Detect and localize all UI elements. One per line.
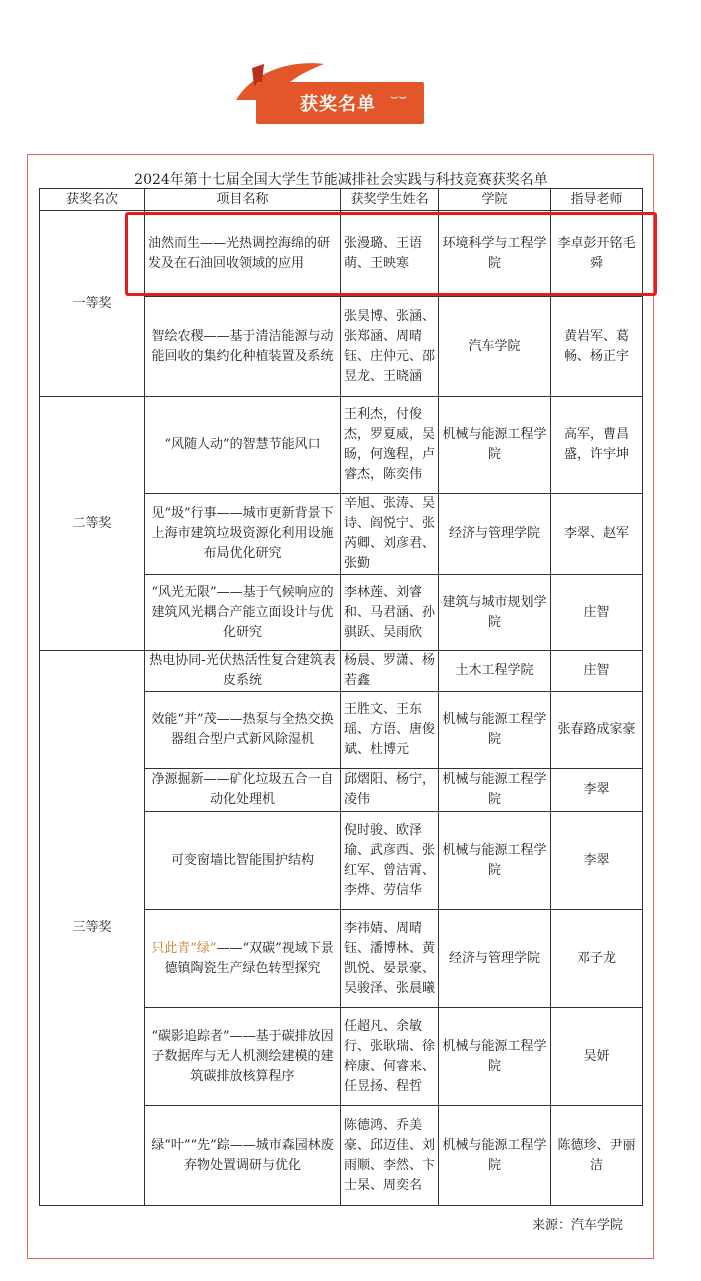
- students-cell: 陈德鸿、乔美豪、邱迈佳、刘雨顺、李然、卞士杲、周奕名: [341, 1106, 439, 1206]
- rank-cell-third: 三等奖: [40, 651, 145, 1206]
- table-header-row: [40, 189, 643, 211]
- project-cell: 热电协同-光伏热活性复合建筑表皮系统: [145, 651, 341, 692]
- project-cell: 油然而生——光热调控海绵的研发及在石油回收领域的应用: [145, 211, 341, 297]
- project-cell: 可变窗墙比智能围护结构: [145, 812, 341, 910]
- project-cell: “碳影追踪者”——基于碳排放因子数据库与无人机测绘建模的建筑碳排放核算程序: [145, 1008, 341, 1106]
- students-cell: 杨晨、罗潇、杨若鑫: [341, 651, 439, 692]
- students-cell: 倪时骏、欧泽瑜、武彦西、张红军、曾洁霄、李烨、劳信华: [341, 812, 439, 910]
- advisor-cell: 张春路成家豪: [551, 692, 643, 769]
- students-cell: 辛旭、张涛、吴诗、阎悦宁、张芮卿、刘彦君、张勤: [341, 494, 439, 575]
- project-green-prefix: 只此青“绿”: [151, 940, 217, 956]
- advisor-cell: 李翠: [551, 769, 643, 812]
- project-cell: 见“圾”行事——城市更新背景下上海市建筑垃圾资源化利用设施布局优化研究: [145, 494, 341, 575]
- header-college: 学院: [439, 189, 551, 211]
- advisor-cell: 庄智: [551, 575, 643, 651]
- college-cell: 机械与能源工程学院: [439, 1008, 551, 1106]
- header-students: 获奖学生姓名: [341, 189, 439, 211]
- college-cell: 经济与管理学院: [439, 910, 551, 1008]
- advisor-cell: 庄智: [551, 651, 643, 692]
- college-cell: 环境科学与工程学院: [439, 211, 551, 297]
- advisor-cell: 李卓彭开铭毛舜: [551, 211, 643, 297]
- college-cell: 机械与能源工程学院: [439, 1106, 551, 1206]
- students-cell: 李林莲、刘睿和、马君涵、孙骐跃、吴雨欣: [341, 575, 439, 651]
- table-row: [40, 651, 643, 692]
- project-cell: 净源掘新——矿化垃圾五合一自动化处理机: [145, 769, 341, 812]
- advisor-cell: 吴妍: [551, 1008, 643, 1106]
- advisor-cell: 李翠、赵军: [551, 494, 643, 575]
- advisor-cell: 高军，曹昌盛，许宇坤: [551, 397, 643, 494]
- award-list-banner: [234, 60, 426, 128]
- advisor-cell: 黄岩军、葛畅、杨正宇: [551, 297, 643, 397]
- project-cell-text: ——“双碳”视域下景德镇陶瓷生产绿色转型探究: [164, 940, 334, 976]
- project-cell: 效能“并”茂——热泵与全热交换器组合型户式新风除湿机: [145, 692, 341, 769]
- college-cell: 经济与管理学院: [439, 494, 551, 575]
- advisor-cell: 邓子龙: [551, 910, 643, 1008]
- header-rank: 获奖名次: [40, 189, 145, 211]
- source-note: 来源：汽车学院: [532, 1218, 624, 1233]
- award-table: [39, 188, 643, 1206]
- project-cell: [145, 910, 341, 1008]
- students-cell: 任超凡、余敏行、张耿瑞、徐梓康、何睿来、任昱扬、程哲: [341, 1008, 439, 1106]
- college-cell: 机械与能源工程学院: [439, 812, 551, 910]
- banner-title: 获奖名单: [300, 94, 376, 115]
- rank-cell-first: 一等奖: [40, 211, 145, 397]
- students-cell: 李祎婧、周晴钰、潘博林、黄凯悦、晏景豪、吴骏泽、张晨曦: [341, 910, 439, 1008]
- college-cell: 机械与能源工程学院: [439, 397, 551, 494]
- students-cell: 邱熠阳、杨宁，凌伟: [341, 769, 439, 812]
- birds-icon: ⌣⌣: [390, 90, 408, 105]
- students-cell: 王利杰，付俊杰，罗夏威，吴旸，何逸程，卢睿杰，陈奕伟: [341, 397, 439, 494]
- header-project: 项目名称: [145, 189, 341, 211]
- advisor-cell: 陈德珍、尹丽洁: [551, 1106, 643, 1206]
- project-cell: 智绘农稷——基于清洁能源与动能回收的集约化种植装置及系统: [145, 297, 341, 397]
- students-cell: 张昊博、张涵、张郑涵、周晴钰、庄仲元、邵昱龙、王晓涵: [341, 297, 439, 397]
- project-cell: “风随人动”的智慧节能风口: [145, 397, 341, 494]
- project-cell: “风光无限”——基于气候响应的建筑风光耦合产能立面设计与优化研究: [145, 575, 341, 651]
- college-cell: 机械与能源工程学院: [439, 769, 551, 812]
- students-cell: 张漫璐、王语萌、王映寒: [341, 211, 439, 297]
- header-advisor: 指导老师: [551, 189, 643, 211]
- college-cell: 土木工程学院: [439, 651, 551, 692]
- table-row: [40, 397, 643, 494]
- college-cell: 汽车学院: [439, 297, 551, 397]
- college-cell: 建筑与城市规划学院: [439, 575, 551, 651]
- rank-cell-second: 二等奖: [40, 397, 145, 651]
- project-cell: 绿“叶”“先”踪——城市森园林废弃物处置调研与优化: [145, 1106, 341, 1206]
- students-cell: 王胜文、王东瑶、方语、唐俊斌、杜博元: [341, 692, 439, 769]
- document-title: 2024年第十七届全国大学生节能减排社会实践与科技竞赛获奖名单: [134, 172, 548, 188]
- highlight-box: [125, 212, 657, 296]
- college-cell: 机械与能源工程学院: [439, 692, 551, 769]
- advisor-cell: 李翠: [551, 812, 643, 910]
